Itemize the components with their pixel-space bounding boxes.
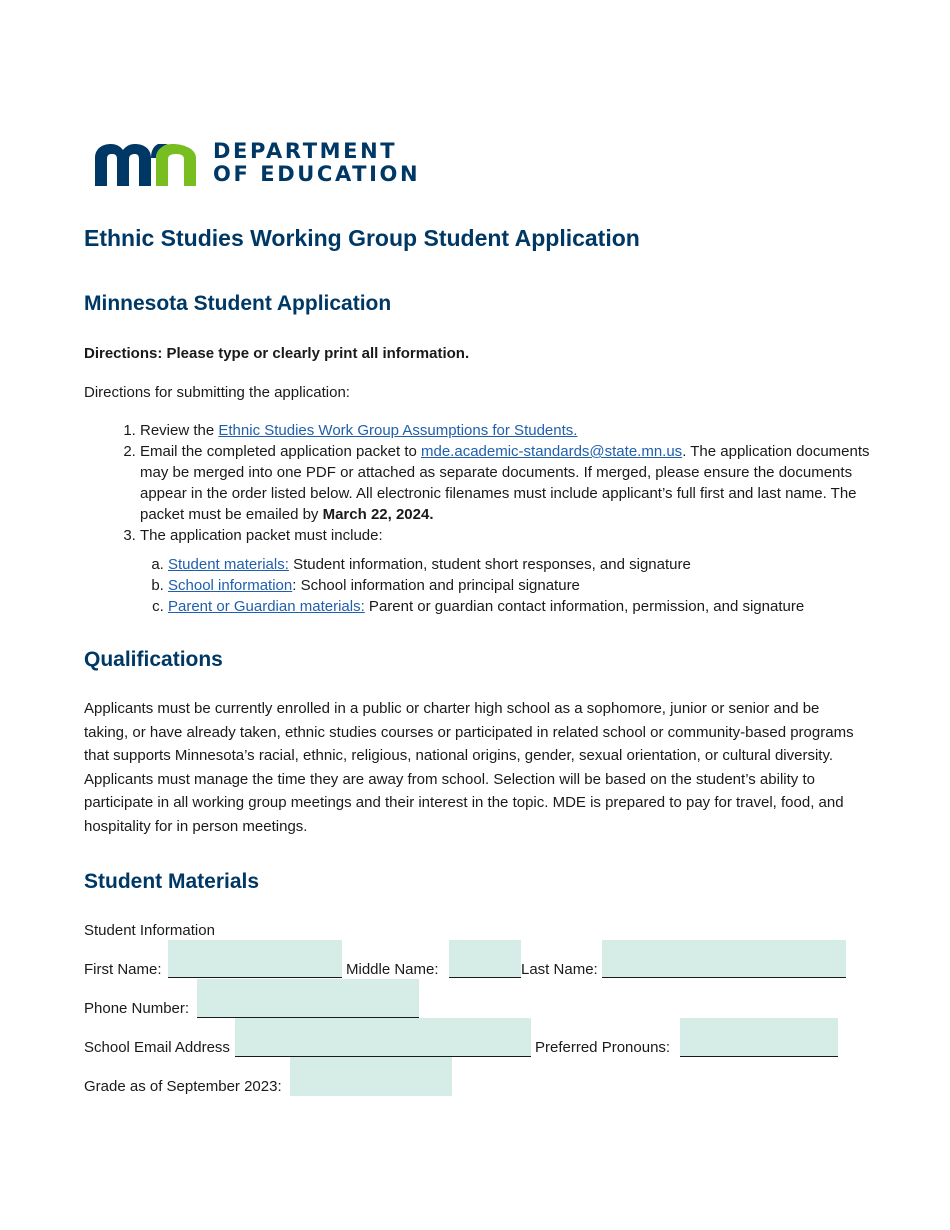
middle-name-label: Middle Name: <box>346 961 439 978</box>
first-name-field[interactable] <box>168 940 342 978</box>
student-materials-link[interactable]: Student materials: <box>168 556 289 573</box>
school-information-link[interactable]: School information <box>168 577 293 594</box>
packet-item-student: a. Student materials: Student information, student short responses, and signature <box>168 554 900 575</box>
directions-bold: Directions: Please type or clearly print all information. <box>84 345 470 362</box>
step-2: 2. Email the completed application packet to mde.academic-standards@state.mn.us. The application documents may be merged into one PDF or attached as separate documents. If merged, please ensure the documents appear in the order listed below. All electronic filenames must include applicant’s full first and last name. The packet must be emailed by March 22, 2024. <box>140 441 900 525</box>
directions-intro: Directions for submitting the application: <box>84 384 350 401</box>
last-name-label: Last Name: <box>521 961 598 978</box>
student-information-label: Student Information <box>84 922 215 939</box>
phone-number-label: Phone Number: <box>84 1000 190 1017</box>
qualifications-paragraph: Applicants must be currently enrolled in a public or charter high school as a sophomore, junior or senior and be taking, or have already taken, ethnic studies courses or participated in related school or community-based programs that supports Minnesota’s racial, ethnic, religious, national origins, gender, sexual orientation, or cultural diversity. Applicants must manage the time they are away from school. Selection will be based on the student’s ability to participate in all working group meetings and their interest in the topic. MDE is prepared to pay for travel, food, and hospitality for in person meetings. <box>84 700 854 835</box>
grade-field[interactable] <box>290 1057 452 1096</box>
last-name-field[interactable] <box>602 940 846 978</box>
submission-steps-list <box>84 420 900 617</box>
page-title: Ethnic Studies Working Group Student Application <box>84 225 640 251</box>
student-materials-heading: Student Materials <box>84 870 260 893</box>
assumptions-link[interactable]: Ethnic Studies Work Group Assumptions for Students. <box>218 422 578 439</box>
packet-item-school: b. School information: School information and principal signature <box>168 575 900 596</box>
deadline-date: March 22, 2024. <box>322 506 434 523</box>
school-email-label: School Email Address <box>84 1039 230 1056</box>
qualifications-heading: Qualifications <box>84 648 223 671</box>
parent-materials-link[interactable]: Parent or Guardian materials: <box>168 598 365 615</box>
preferred-pronouns-label: Preferred Pronouns: <box>535 1039 671 1056</box>
logo-wordmark <box>213 140 420 186</box>
mn-logo-mark-icon <box>92 142 200 188</box>
application-heading: Minnesota Student Application <box>84 292 392 315</box>
packet-contents-list <box>140 554 900 617</box>
mde-logo <box>92 140 432 190</box>
preferred-pronouns-field[interactable] <box>680 1018 838 1057</box>
email-link[interactable]: mde.academic-standards@state.mn.us <box>421 443 683 460</box>
phone-number-field[interactable] <box>197 979 419 1018</box>
school-email-field[interactable] <box>235 1018 531 1057</box>
grade-label: Grade as of September 2023: <box>84 1078 282 1095</box>
step-3: 3. The application packet must include: a. Student materials: Student information, student short responses, and signature b. School information: School information and principal signature c. Parent or Guardian materials: Parent or guardian contact information, permission, and signature <box>140 525 900 617</box>
logo-line-1: DEPARTMENT <box>213 139 398 163</box>
packet-item-parent: c. Parent or Guardian materials: Parent or guardian contact information, permission, and signature <box>168 596 900 617</box>
logo-line-2: OF EDUCATION <box>213 162 421 186</box>
first-name-label: First Name: <box>84 961 162 978</box>
middle-name-field[interactable] <box>449 940 521 978</box>
step-1: 1. Review the Ethnic Studies Work Group Assumptions for Students. <box>140 420 900 441</box>
